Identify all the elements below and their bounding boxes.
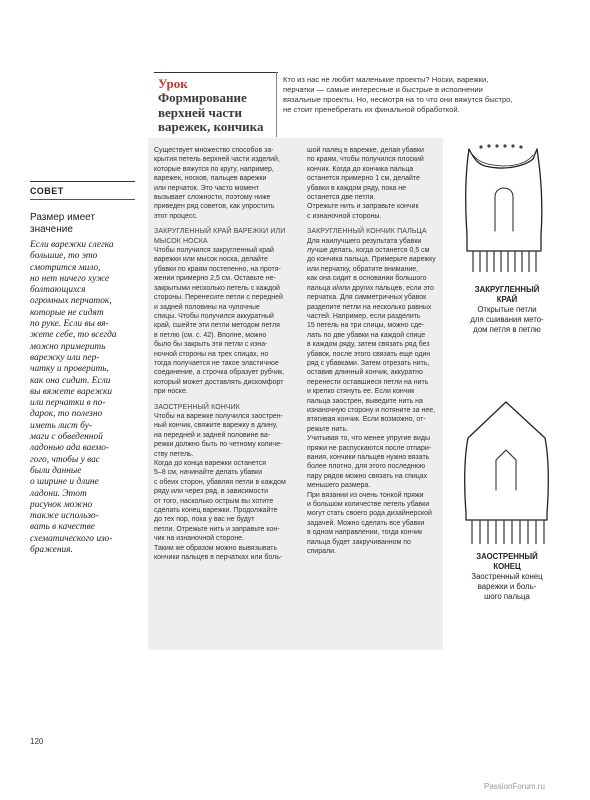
text-line: этот процесс. (154, 212, 198, 220)
text-line: с обеих сторон, убавляя петли в каждом (154, 478, 286, 486)
text-line: кончики пальцев в перчатках или боль- (154, 554, 283, 562)
text-line: перчатка. Для симметричных убавок (307, 294, 427, 302)
text-line: Учитывая то, что менее упругие виды (307, 435, 430, 443)
text-line: убавок, после этого связать еще один (307, 350, 431, 358)
sidebar-body-line: которые не сидят (30, 307, 104, 318)
sidebar-sub-rule (30, 199, 135, 200)
text-line: с изнаночной стороны. (307, 212, 382, 220)
sidebar-body-line: смотрится мило, (30, 262, 101, 273)
caption-body-line: дом петля в петлю (473, 325, 541, 334)
intro-line: не стоит пренебрегать их финальной обработкой. (283, 105, 460, 114)
text-line: до кончика пальца. Примерьте варежку (307, 256, 436, 264)
text-line: по краям, чтобы получился плоский (307, 156, 424, 164)
text-line: в каждом ряду, затем связать ряд без (307, 341, 430, 349)
sidebar-body-line: огромных перчаток, (30, 296, 112, 307)
text-line: ряд с убавками. Затем отрезать нить, (307, 359, 430, 367)
sidebar-body-line: ладонью ада ваемо- (30, 443, 110, 454)
sidebar-body-line: о ширине и длине (30, 477, 99, 488)
text-line: Когда до конца варежки останется (154, 460, 266, 467)
text-line: стороны. Перенесите петли с передней (154, 294, 283, 302)
sidebar-body-line: схематического изо- (30, 533, 113, 544)
subheading-line: ЗАОСТРЕННЫЙ КОНЧИК (154, 403, 240, 411)
sidebar-body-line: как она сидит. Если (30, 375, 111, 386)
text-line: при носке. (154, 388, 188, 396)
text-line: крытия петель верхней части изделий, (154, 156, 280, 164)
text-line: чик на изнаночной стороне. (154, 535, 245, 543)
sidebar-body-line: по руке. Если вы вя- (30, 319, 109, 330)
col1-subheading-rounded-edge (154, 227, 299, 246)
text-line: Для наилучшего результата убавки (307, 237, 422, 245)
lesson-label: Урок (158, 76, 188, 91)
column-1 (154, 146, 299, 562)
text-line: Отрежьте нить и заправьте кончик (307, 203, 419, 211)
text-line: пару рядов можно связать на спицах (307, 472, 428, 480)
lesson-title-rule (154, 72, 278, 73)
text-line: Чтобы получился закругленный край (154, 247, 274, 255)
text-line: частей. Например, если разделить (307, 312, 421, 320)
sidebar-body-line: вы вяжете варежки (30, 386, 113, 397)
text-line: который может доставлять дискомфорт (154, 378, 284, 386)
text-line: петли. Отрежьте нить и заправьте кон- (154, 525, 280, 533)
text-line: могут стать своего рода дизайнерской (307, 510, 432, 518)
sidebar-body-line: вать в качестве (30, 522, 95, 533)
sidebar-body-line: или перчатки в по- (30, 398, 106, 409)
caption-head-line: ЗАОСТРЕННЫЙ (476, 552, 538, 561)
col2-paragraph-1 (307, 146, 440, 221)
col1-paragraph-2 (154, 246, 299, 397)
sidebar-body-line: чатку и проверить, (30, 364, 109, 375)
text-line: ряду или через ряд, в зависимости (154, 488, 269, 496)
text-line: сделать конец варежки. Продолжайте (154, 507, 278, 515)
sidebar-subtitle (30, 212, 95, 236)
text-line: пальца будет закручиванном по спирали. (307, 538, 411, 556)
intro-paragraph (283, 75, 538, 115)
caption-body-line: для сшивания мето- (470, 315, 544, 324)
sidebar-body-line: гого, чтобы у вас (30, 454, 100, 465)
text-line: 15 петель на три спицы, можно сде- (307, 322, 425, 330)
text-line: пальца и/или других пальцев, если это (307, 284, 434, 292)
sidebar-body-line: также использо- (30, 511, 99, 522)
col1-paragraph-1 (154, 146, 299, 221)
text-line: приведен ряд советов, как упростить (154, 203, 275, 211)
page-number: 120 (30, 737, 44, 746)
mitten-rounded-illustration (445, 135, 563, 275)
mitten-pointed-illustration (450, 398, 565, 548)
intro-vertical-rule (276, 72, 277, 137)
text-line: перенести оставшиеся петли на нить (307, 378, 429, 386)
text-line: останется две петли. (307, 194, 376, 202)
text-line: в петлю (см. с. 42). Вполне, можно (154, 331, 267, 339)
text-line: или перчатку, обратите внимание, (307, 265, 419, 273)
caption-head-line: КОНЕЦ (493, 562, 521, 571)
text-line: меньшего размера. (307, 482, 371, 490)
text-line: тогда получается не такое эластичное (154, 359, 279, 367)
intro-line: вязальные проекты. Но, несмотря на то что они вяжутся быстро, (283, 95, 513, 104)
text-line: варежек, носков, пальцев варежки (154, 175, 267, 183)
sidebar-body-line: болтающихся (30, 285, 86, 296)
sidebar-body-line: дарок, то полезно (30, 409, 103, 420)
sidebar-body-line: бражения. (30, 545, 73, 556)
text-line: пряжи не распускаются после отпари- (307, 444, 432, 452)
sidebar-body-line: можно примерить (30, 341, 106, 352)
text-line: режьте нить. (307, 425, 349, 433)
text-line: от того, насколько острым вы хотите (154, 497, 274, 505)
text-line: было бы закрыть эти петли с изна- (154, 341, 268, 349)
intro-line: перчатки — самые интересные и быстрые в исполнении (283, 85, 483, 94)
subheading-line: ЗАКРУГЛЕННЫЙ КОНЧИК ПАЛЬЦА (307, 228, 427, 236)
sidebar-subtitle-line: Размер имеет (30, 212, 95, 223)
text-line: вания, кончики пальцев нужно вязать (307, 454, 430, 461)
sidebar-body-line: варежку или пер- (30, 352, 100, 363)
lesson-title-line: варежек, кончика (158, 119, 264, 134)
sidebar-body-line: были данные (30, 465, 82, 476)
sidebar-heading: СОВЕТ (30, 186, 64, 196)
col1-paragraph-3 (154, 412, 299, 563)
caption-body-line: шого пальца (484, 592, 530, 601)
subheading-line: МЫСОК НОСКА (154, 237, 208, 245)
text-line: убавки в каждом ряду, пока не (307, 184, 407, 192)
text-line: или перчаток. Это часто момент (154, 184, 260, 192)
caption-rounded-edge (448, 285, 566, 335)
text-line: закрытыми несколько петель с каждой (154, 284, 280, 292)
watermark: PassionForum.ru (484, 782, 545, 791)
text-line: шой палец в варежке, делая убавки (307, 147, 424, 154)
text-line: останется примерно 1 см, делайте (307, 175, 420, 183)
caption-body-line: Заостренный конец (471, 572, 543, 581)
sidebar-body-line: жете себе, то всегда (30, 330, 117, 341)
text-line: ный кончик, свяжите варежку в длину, (154, 422, 278, 430)
sidebar-body-line: но нет ничего хуже (30, 273, 109, 284)
text-line: Чтобы на варежке получился заострен- (154, 412, 283, 420)
text-line: убавки по краям постепенно, на протя- (154, 265, 281, 273)
caption-body-line: Открытые петли (477, 305, 537, 314)
text-line: задачей. Можно сделать все убавки (307, 519, 425, 527)
text-line: Существует множество способов за- (154, 147, 274, 154)
text-line: ночной стороны на трех спицах, но (154, 350, 269, 358)
col2-subheading-rounded-fingertip (307, 227, 440, 236)
caption-head-line: ЗАКРУГЛЕННЫЙ (474, 285, 540, 294)
sidebar-body-line: большие, то это (30, 251, 98, 262)
text-line: лучше делать, когда останется 0,5 см (307, 247, 430, 255)
text-line: и задней половины на чулочные (154, 303, 260, 311)
text-line: до тех пор, пока у вас не будут (154, 516, 255, 524)
text-line: и крепко стянуть ее. Если кончик (307, 388, 415, 396)
text-line: на передней и задней половине ва- (154, 431, 271, 439)
caption-pointed-end (448, 552, 566, 602)
text-line: Таким же образом можно вывязывать (154, 544, 278, 552)
text-line: спицы. Чтобы получился аккуратный (154, 312, 274, 320)
sidebar-body-line: ладони. Этот (30, 488, 87, 499)
text-line: край, сшейте эти петли методом петля (154, 322, 280, 330)
sidebar-body-line: иметь лист бу- (30, 420, 93, 431)
sidebar-body (30, 240, 138, 556)
text-line: варежки или мысок носка, делайте (154, 256, 268, 264)
text-line: кончик. Когда до кончика пальца (307, 165, 414, 173)
text-line: режки должно быть по четному количе- (154, 441, 283, 449)
lesson-title-line: верхней части (158, 104, 242, 120)
text-line: оставив длинный кончик, аккуратно (307, 369, 423, 377)
text-line: ству петель. (154, 450, 194, 458)
col2-paragraph-2 (307, 237, 440, 557)
text-line: лать по две убавки на каждой спице (307, 331, 426, 339)
text-line: вызывает сложности, поэтому ниже (154, 194, 271, 202)
intro-line: Кто из нас не любит маленькие проекты? Носки, варежки, (283, 75, 489, 84)
col1-subheading-pointed-tip (154, 403, 299, 412)
text-line: пальца заострен, выведите нить на (307, 397, 423, 405)
text-line: более плотно, для этого последнюю (307, 463, 426, 471)
text-line: которые вяжутся по кругу, например, (154, 165, 274, 173)
sidebar-top-rule (30, 181, 135, 182)
lesson-title-line: Формирование (158, 90, 247, 105)
sidebar-body-line: Если варежки слегка (30, 240, 114, 250)
text-line: и большом количестве петель убавки (307, 501, 430, 509)
text-line: соединение, а строчка образует рубчик, (154, 369, 285, 377)
text-line: жении примерно 2,5 см. Оставьте не- (154, 275, 276, 283)
text-line: как она сидит в основании большого (307, 275, 427, 283)
text-line: изнаночную сторону и потяните за нее, (307, 406, 436, 414)
caption-head-line: КРАЙ (496, 295, 518, 304)
subheading-line: ЗАКРУГЛЕННЫЙ КРАЙ ВАРЕЖКИ ИЛИ (154, 228, 286, 236)
sidebar-subtitle-line: значение (30, 224, 73, 235)
text-line: втягивая кончик. Если возможно, от- (307, 416, 426, 424)
text-line: в одном направлении, тогда кончик (307, 529, 423, 537)
caption-body-line: варежки и боль- (477, 582, 537, 591)
sidebar-body-line: рисунок можно (30, 499, 93, 510)
column-2 (307, 146, 440, 556)
text-line: При вязании из очень тонкой пряжи (307, 491, 424, 499)
sidebar-body-line: маги с обведенной (30, 432, 103, 443)
text-line: 5–8 см, начинайте делать убавки (154, 469, 263, 477)
text-line: разделите петли на несколько равных (307, 303, 432, 311)
